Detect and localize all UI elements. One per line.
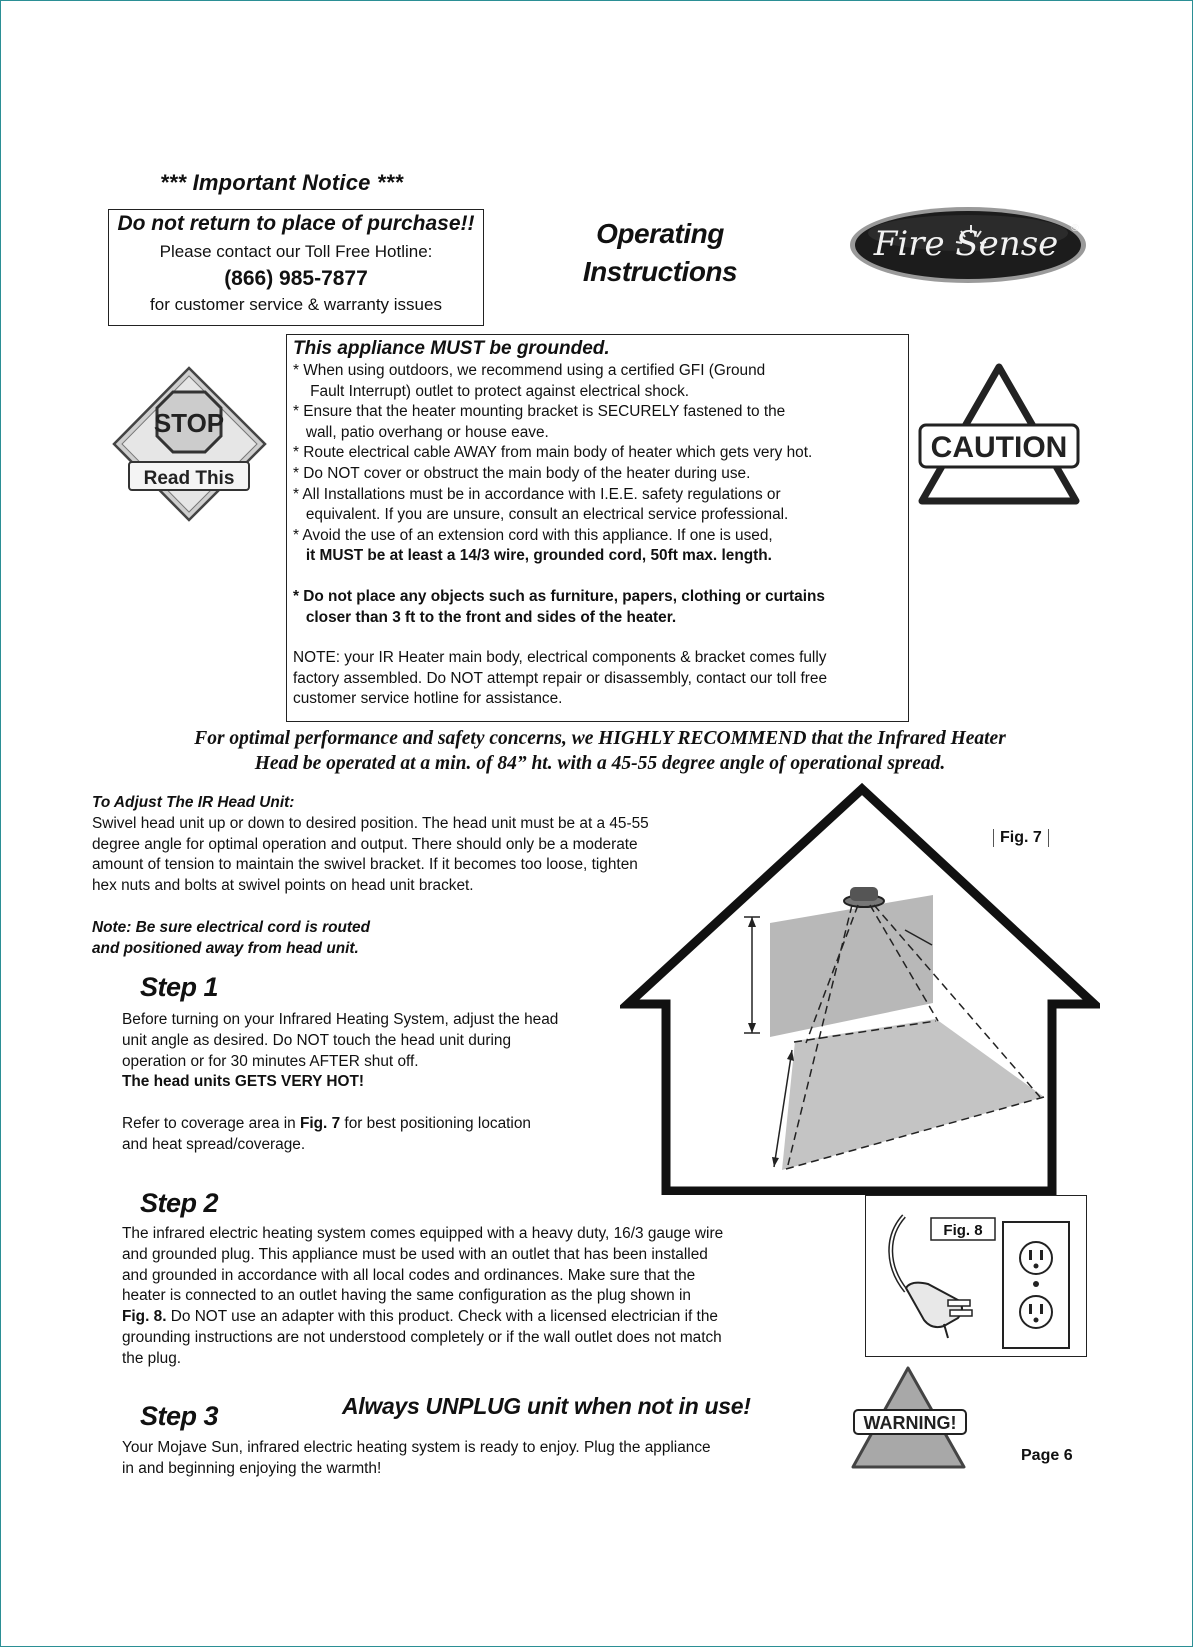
hotline-phone: (866) 985-7877	[224, 267, 368, 290]
cord-routing-note	[92, 918, 370, 960]
fig-8-label: Fig. 8	[943, 1222, 983, 1239]
stop-word: STOP	[153, 408, 225, 438]
ref-text: for best positioning location	[340, 1115, 531, 1133]
note-line: and positioned away from head unit.	[92, 939, 359, 957]
assembly-note-line: factory assembled. Do NOT attempt repair or disassembly, contact our toll free	[293, 669, 828, 687]
grounding-title: This appliance MUST be grounded.	[293, 338, 610, 359]
clearance-warning-line: * Do not place any objects such as furniture, papers, clothing or curtains	[293, 587, 825, 605]
step-1-line: Before turning on your Infrared Heating System, adjust the head	[122, 1011, 559, 1028]
hot-warning-line: The head units GETS VERY HOT!	[122, 1073, 365, 1091]
step-1-heading: Step 1	[140, 972, 219, 1002]
fig-8-ref: Fig. 8.	[122, 1308, 167, 1326]
title-line-2: Instructions	[582, 256, 738, 287]
clearance-warning-line: closer than 3 ft to the front and sides of the heater.	[293, 608, 677, 626]
grounding-line: wall, patio overhang or house eave.	[293, 423, 549, 441]
warning-word: WARNING!	[863, 1413, 957, 1433]
adjust-line: hex nuts and bolts at swivel points on head unit bracket.	[92, 877, 474, 895]
adjust-heading: To Adjust The IR Head Unit:	[92, 794, 295, 811]
plug-icon	[906, 1283, 972, 1338]
heater-head-icon	[844, 887, 884, 907]
step-2-text	[122, 1224, 822, 1370]
do-not-return-text: Do not return to place of purchase!!	[117, 212, 475, 235]
grounding-line: * All Installations must be in accordance with I.E.E. safety regulations or	[293, 485, 781, 503]
outlet-icon	[1003, 1222, 1069, 1348]
recommendation-line: Head be operated at a min. of 84” ht. with a 45-55 degree angle of operational spread.	[254, 753, 946, 774]
caution-sign	[918, 363, 1080, 505]
grounding-line: * Ensure that the heater mounting bracket is SECURELY fastened to the	[293, 403, 786, 421]
ref-text: Refer to coverage area in	[122, 1115, 300, 1133]
step-3-heading: Step 3	[140, 1401, 219, 1431]
step-3-line: in and beginning enjoying the warmth!	[122, 1459, 382, 1477]
recommendation-text	[100, 726, 1100, 776]
step-1-line: operation or for 30 minutes AFTER shut off.	[122, 1052, 419, 1070]
page-number: Page 6	[1021, 1447, 1073, 1464]
step-1-line: and heat spread/coverage.	[122, 1135, 306, 1153]
assembly-note-line: NOTE: your IR Heater main body, electrical components & bracket comes fully	[293, 649, 827, 667]
fig-7-label: Fig. 7	[993, 829, 1049, 847]
step-2-text-span: Do NOT use an adapter with this product. Check with a licensed electrician if the	[166, 1308, 718, 1326]
grounding-line: * Do NOT cover or obstruct the main body of the heater during use.	[293, 464, 751, 482]
title-line-1: Operating	[596, 218, 724, 249]
read-this-label: Read This	[143, 468, 235, 489]
hotline-intro-text: Please contact our Toll Free Hotline:	[159, 242, 433, 261]
step-2-line: heater is connected to an outlet having the same configuration as the plug shown in	[122, 1287, 691, 1305]
step-2-line: and grounded plug. This appliance must be used with an outlet that has been installed	[122, 1245, 708, 1263]
recommendation-line: For optimal performance and safety concerns, we HIGHLY RECOMMEND that the Infrared Heater	[194, 728, 1006, 749]
assembly-note-line: customer service hotline for assistance.	[293, 690, 563, 708]
step-1-line: unit angle as desired. Do NOT touch the head unit during	[122, 1031, 512, 1049]
spacer	[293, 628, 908, 648]
important-notice-title: *** Important Notice ***	[160, 170, 404, 195]
unplug-warning: Always UNPLUG unit when not in use!	[342, 1393, 751, 1419]
fire-sense-logo	[848, 205, 1088, 285]
page-title	[560, 215, 760, 291]
grounding-line: Fault Interrupt) outlet to protect against electrical shock.	[293, 382, 690, 400]
spacer	[293, 567, 908, 587]
note-line: Note: Be sure electrical cord is routed	[92, 919, 370, 936]
step-3-text	[122, 1438, 822, 1480]
grounding-line: equivalent. If you are unsure, consult an electrical service professional.	[293, 506, 789, 524]
registered-mark: ®	[1070, 223, 1080, 234]
step-2-line: The infrared electric heating system comes equipped with a heavy duty, 16/3 gauge wire	[122, 1225, 724, 1242]
adjust-line: degree angle for optimal operation and output. There should only be a moderate	[92, 835, 638, 853]
stop-read-this-sign	[112, 366, 267, 522]
warranty-text: for customer service & warranty issues	[150, 295, 442, 314]
adjust-line: amount of tension to maintain the swivel bracket. If it becomes too loose, tighten	[92, 856, 638, 874]
grounding-line: * Route electrical cable AWAY from main body of heater which gets very hot.	[293, 444, 813, 462]
step-3-line: Your Mojave Sun, infrared electric heating system is ready to enjoy. Plug the appliance	[122, 1439, 711, 1456]
grounding-line: * Avoid the use of an extension cord with this appliance. If one is used,	[293, 526, 773, 544]
return-notice-box	[108, 209, 484, 326]
fig-7-ref: Fig. 7	[299, 1115, 341, 1133]
plug-and-outlet-illustration	[866, 1196, 1086, 1356]
extension-cord-requirement: it MUST be at least a 14/3 wire, grounded cord, 50ft max. length.	[293, 547, 772, 565]
logo-text: Fire Sense	[873, 224, 1059, 264]
step-2-heading: Step 2	[140, 1188, 219, 1218]
step-1-text	[122, 1010, 642, 1156]
step-2-line: and grounded in accordance with all local codes and ordinances. Make sure that the	[122, 1266, 696, 1284]
step-1-ref-line	[122, 1114, 642, 1135]
step-2-line: the plug.	[122, 1349, 182, 1367]
wall-coverage-area	[770, 895, 933, 1037]
grounding-warning-box	[286, 334, 909, 722]
warning-sign	[850, 1365, 970, 1470]
grounding-line: * When using outdoors, we recommend using a certified GFI (Ground	[293, 362, 766, 379]
fig-8-figure	[865, 1195, 1087, 1357]
step-2-fig-line	[122, 1307, 822, 1328]
adjust-line: Swivel head unit up or down to desired position. The head unit must be at a 45-55	[92, 814, 649, 832]
spacer	[122, 1093, 642, 1114]
step-2-line: grounding instructions are not understood completely or if the wall outlet does not match	[122, 1328, 722, 1346]
caution-word: CAUTION	[930, 431, 1068, 464]
floor-coverage-area	[782, 1019, 1044, 1170]
